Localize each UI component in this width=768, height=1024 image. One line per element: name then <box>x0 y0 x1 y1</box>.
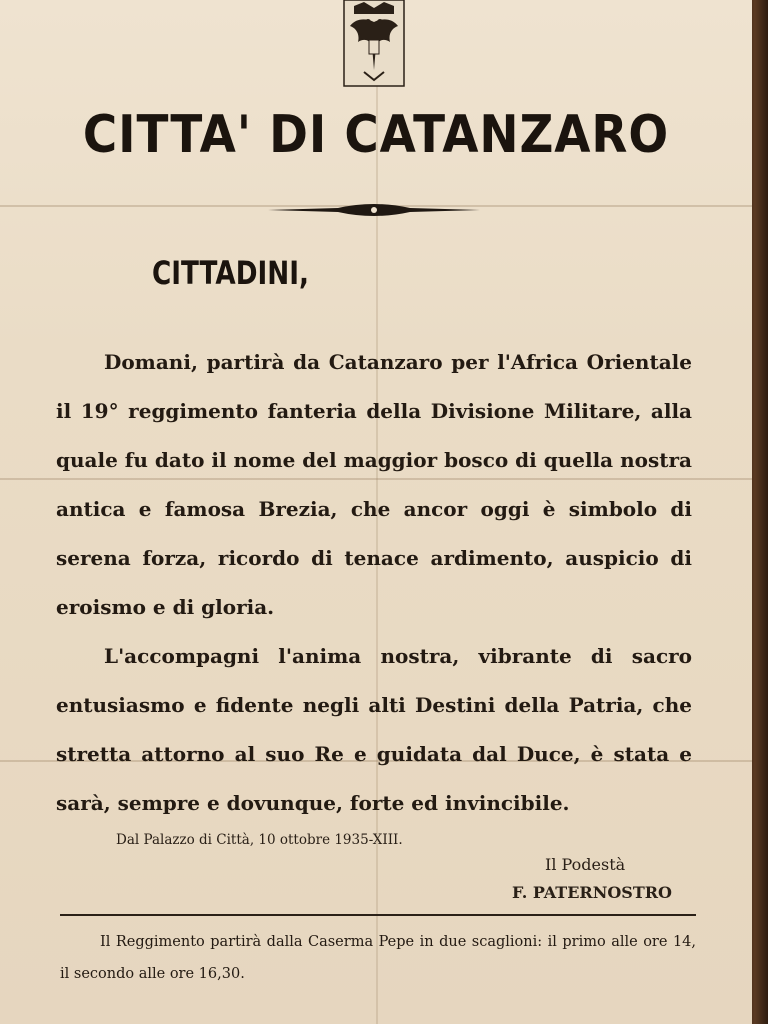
salutation: CITTADINI, <box>152 254 309 292</box>
body-paragraph: L'accompagni l'anima nostra, vibrante di sacro entusiasmo e fidente negli alti Destini della Patria, che stretta attorno al suo Re e guidata dal Duce, è stata e sarà, sempre e dovunque, forte ed invincibile. <box>56 644 692 815</box>
body-paragraph: Domani, partirà da Catanzaro per l'Africa Orientale il 19° reggimento fanteria della Divisione Militare, alla quale fu dato il nome del maggior bosco di quella nostra antica e famosa Brezia, che ancor oggi è simbolo di serena forza, ricordo di tenace ardimento, auspicio di eroismo e di gloria. <box>56 350 692 619</box>
dateline: Dal Palazzo di Città, 10 ottobre 1935-XIII. <box>116 832 403 848</box>
footnote <box>60 926 696 990</box>
signature-name: F. PATERNOSTRO <box>512 883 672 902</box>
divider <box>60 914 696 916</box>
coat-of-arms-icon <box>342 0 406 88</box>
proclamation-body <box>56 338 692 828</box>
page-title: CITTA' DI CATANZARO <box>82 105 670 165</box>
signature-role: Il Podestà <box>545 855 626 874</box>
footnote-text: Il Reggimento partirà dalla Caserma Pepe in due scaglioni: il primo alle ore 14, il secondo alle ore 16,30. <box>60 934 696 982</box>
divider-ornament-icon <box>268 202 480 218</box>
